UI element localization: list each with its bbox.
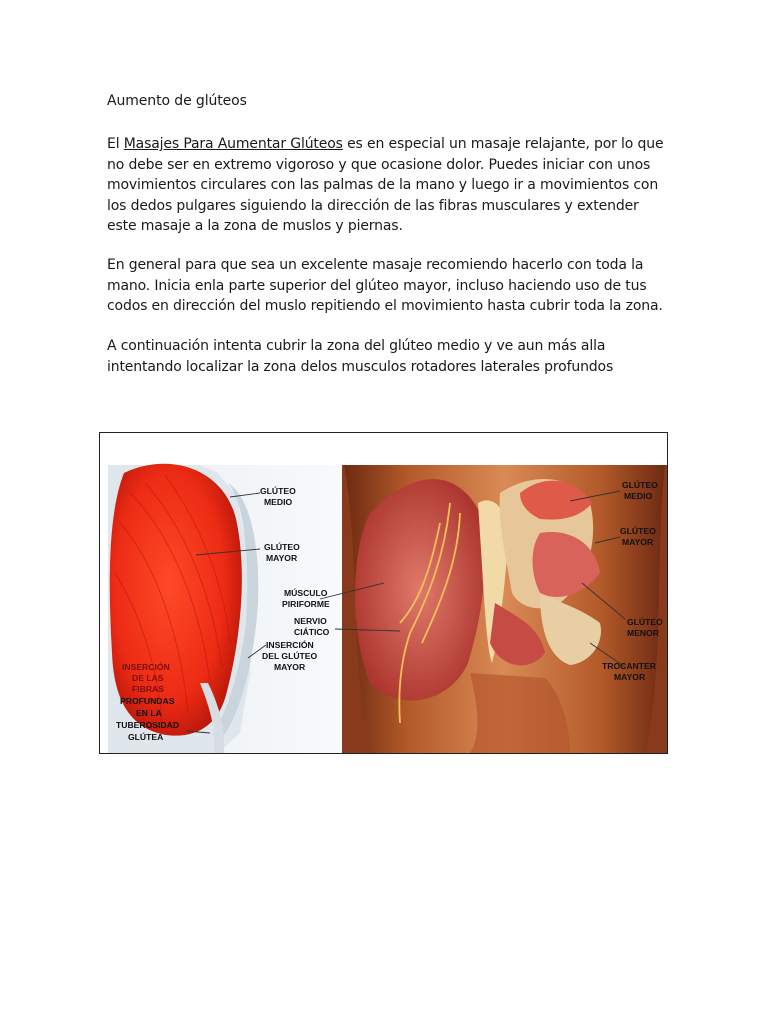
label-gluteo-mayor-right-1: GLÚTEO xyxy=(620,526,656,536)
paragraph-1-body: es en especial un masaje relajante, por lo que no debe ser en extremo vigoroso y que ocasione dolor. Puedes iniciar con unos movimientos circulares con las palmas de la mano y luego ir a movimientos con los dedos pulgares siguiendo la dirección de las fibras musculares y extender este masaje a la zona de muslos y piernas. xyxy=(107,136,664,235)
label-gluteo-mayor-right-2: MAYOR xyxy=(622,537,654,547)
label-insercion-1: INSERCIÓN xyxy=(266,640,314,650)
label-gluteo-medio-right-2: MEDIO xyxy=(624,491,653,501)
paragraph-2: En general para que sea un excelente masaje recomiendo hacerlo con toda la mano. Inicia enla parte superior del glúteo mayor, incluso haciendo uso de tus codos en dirección del muslo repitiendo el movimiento hasta cubrir toda la zona. xyxy=(107,257,663,315)
masajes-link[interactable]: Masajes Para Aumentar Glúteos xyxy=(123,136,343,152)
label-trocanter-2: MAYOR xyxy=(614,672,646,682)
label-insercion-3: MAYOR xyxy=(274,662,306,672)
label-ciatico-2: CIÁTICO xyxy=(294,627,330,637)
label-gluteo-medio-right-1: GLÚTEO xyxy=(622,480,658,490)
label-gluteo-medio-left-2: MEDIO xyxy=(264,497,293,507)
paragraph-1 xyxy=(107,134,672,237)
label-fibras-4: PROFUNDAS xyxy=(120,696,175,706)
label-gluteo-mayor-left-1: GLÚTEO xyxy=(264,542,300,552)
label-piriforme-1: MÚSCULO xyxy=(284,588,328,598)
label-fibras-5: EN LA xyxy=(136,708,162,718)
label-gluteo-medio-left-1: GLÚTEO xyxy=(260,486,296,496)
gluteal-anatomy-figure xyxy=(99,432,668,754)
paragraph-1-intro: El xyxy=(107,136,124,152)
label-ciatico-1: NERVIO xyxy=(294,616,327,626)
label-fibras-3: FIBRAS xyxy=(132,684,164,694)
label-fibras-6: TUBEROSIDAD xyxy=(116,720,180,730)
label-trocanter-1: TROCANTER xyxy=(602,661,656,671)
anatomy-illustration xyxy=(100,433,667,753)
label-fibras-1: INSERCIÓN xyxy=(122,662,170,672)
label-gluteo-menor-1: GLÚTEO xyxy=(627,617,663,627)
paragraph-3: A continuación intenta cubrir la zona del glúteo medio y ve aun más alla intentando localizar la zona delos musculos rotadores laterales profundos xyxy=(107,338,614,375)
label-fibras-2: DE LAS xyxy=(132,673,164,683)
label-insercion-2: DEL GLÚTEO xyxy=(262,651,318,661)
label-piriforme-2: PIRIFORME xyxy=(282,599,330,609)
document-title: Aumento de glúteos xyxy=(107,93,247,109)
label-gluteo-mayor-left-2: MAYOR xyxy=(266,553,298,563)
label-gluteo-menor-2: MENOR xyxy=(627,628,659,638)
label-fibras-7: GLÚTEA xyxy=(128,732,164,742)
